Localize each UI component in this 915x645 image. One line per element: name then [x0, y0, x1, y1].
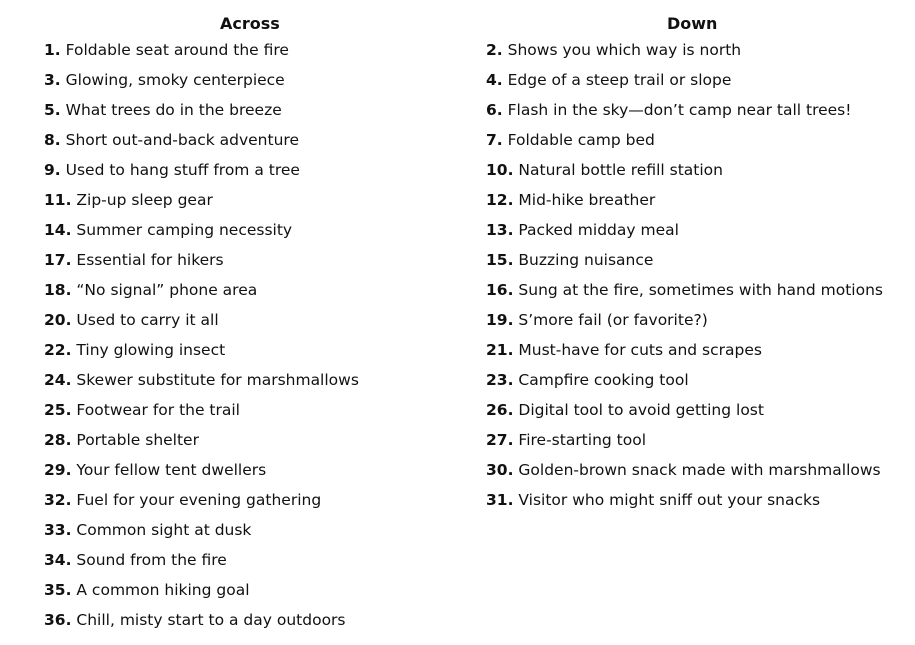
clue-number: 36. [44, 611, 72, 629]
across-clue [44, 576, 464, 606]
clue-number: 26. [486, 401, 514, 419]
across-clue [44, 456, 464, 486]
clue-text: Zip-up sleep gear [76, 191, 213, 209]
clue-number: 24. [44, 371, 72, 389]
clue-number: 29. [44, 461, 72, 479]
clue-text: Tiny glowing insect [76, 341, 226, 359]
down-clue [486, 276, 886, 306]
clue-text: Foldable seat around the fire [65, 41, 289, 59]
clue-text: Must-have for cuts and scrapes [518, 341, 762, 359]
clue-number: 8. [44, 131, 61, 149]
clue-number: 2. [486, 41, 503, 59]
clue-number: 25. [44, 401, 72, 419]
clue-text: Visitor who might sniff out your snacks [518, 491, 821, 509]
across-clue [44, 366, 464, 396]
clue-text: Sound from the fire [76, 551, 227, 569]
across-clue [44, 276, 464, 306]
clue-text: Skewer substitute for marshmallows [76, 371, 359, 389]
down-clue [486, 306, 886, 336]
clue-text: Footwear for the trail [76, 401, 240, 419]
clue-text: Common sight at dusk [76, 521, 252, 539]
clue-number: 35. [44, 581, 72, 599]
clue-number: 23. [486, 371, 514, 389]
down-clue [486, 66, 886, 96]
across-clue [44, 486, 464, 516]
down-clue [486, 216, 886, 246]
across-column [44, 14, 464, 636]
clue-text: A common hiking goal [76, 581, 250, 599]
clue-text: Buzzing nuisance [518, 251, 654, 269]
down-clue [486, 426, 886, 456]
across-clue [44, 186, 464, 216]
down-clue [486, 246, 886, 276]
clue-text: Edge of a steep trail or slope [507, 71, 732, 89]
clue-number: 10. [486, 161, 514, 179]
clue-number: 30. [486, 461, 514, 479]
clue-number: 17. [44, 251, 72, 269]
down-clue [486, 396, 886, 426]
clue-number: 4. [486, 71, 503, 89]
clue-number: 19. [486, 311, 514, 329]
down-clue [486, 486, 886, 516]
across-clue [44, 396, 464, 426]
clue-text: Fire-starting tool [518, 431, 647, 449]
across-clue-list [44, 36, 464, 636]
down-clue [486, 36, 886, 66]
across-clue [44, 156, 464, 186]
clue-number: 3. [44, 71, 61, 89]
clue-number: 22. [44, 341, 72, 359]
clue-number: 27. [486, 431, 514, 449]
down-heading: Down [667, 14, 718, 33]
clue-number: 16. [486, 281, 514, 299]
clue-number: 34. [44, 551, 72, 569]
down-clue-list [486, 36, 886, 516]
clue-text: Used to hang stuff from a tree [65, 161, 300, 179]
clue-text: Summer camping necessity [76, 221, 293, 239]
down-column [486, 14, 886, 516]
across-clue [44, 66, 464, 96]
clue-text: What trees do in the breeze [65, 101, 282, 119]
across-clue [44, 516, 464, 546]
clue-number: 32. [44, 491, 72, 509]
clue-text: “No signal” phone area [76, 281, 258, 299]
clue-text: Mid-hike breather [518, 191, 656, 209]
clue-text: Essential for hikers [76, 251, 224, 269]
clue-number: 28. [44, 431, 72, 449]
clue-text: Packed midday meal [518, 221, 679, 239]
down-clue [486, 156, 886, 186]
clue-number: 21. [486, 341, 514, 359]
clue-number: 14. [44, 221, 72, 239]
clue-text: Sung at the fire, sometimes with hand motions [518, 281, 883, 299]
clue-number: 9. [44, 161, 61, 179]
clue-number: 5. [44, 101, 61, 119]
across-clue [44, 246, 464, 276]
clue-text: Short out-and-back adventure [65, 131, 299, 149]
clue-text: S’more fail (or favorite?) [518, 311, 708, 329]
down-clue [486, 336, 886, 366]
clue-number: 1. [44, 41, 61, 59]
clue-text: Digital tool to avoid getting lost [518, 401, 764, 419]
clue-number: 31. [486, 491, 514, 509]
clue-text: Golden-brown snack made with marshmallows [518, 461, 881, 479]
clue-text: Glowing, smoky centerpiece [65, 71, 285, 89]
across-clue [44, 96, 464, 126]
clue-text: Fuel for your evening gathering [76, 491, 322, 509]
across-heading: Across [220, 14, 280, 33]
clue-number: 11. [44, 191, 72, 209]
across-clue [44, 306, 464, 336]
across-clue [44, 336, 464, 366]
across-clue [44, 546, 464, 576]
clue-number: 20. [44, 311, 72, 329]
clue-number: 7. [486, 131, 503, 149]
down-clue [486, 186, 886, 216]
clue-text: Foldable camp bed [507, 131, 655, 149]
clue-number: 15. [486, 251, 514, 269]
clue-text: Used to carry it all [76, 311, 219, 329]
clue-text: Campfire cooking tool [518, 371, 689, 389]
across-clue [44, 36, 464, 66]
down-clue [486, 366, 886, 396]
clue-number: 6. [486, 101, 503, 119]
down-clue [486, 96, 886, 126]
clue-text: Chill, misty start to a day outdoors [76, 611, 346, 629]
clue-number: 18. [44, 281, 72, 299]
down-clue [486, 456, 886, 486]
clue-text: Shows you which way is north [507, 41, 742, 59]
across-clue [44, 126, 464, 156]
clue-number: 33. [44, 521, 72, 539]
clue-number: 12. [486, 191, 514, 209]
clue-text: Flash in the sky—don’t camp near tall trees! [507, 101, 852, 119]
clue-text: Portable shelter [76, 431, 199, 449]
clue-text: Your fellow tent dwellers [76, 461, 267, 479]
across-clue [44, 426, 464, 456]
across-clue [44, 216, 464, 246]
clue-number: 13. [486, 221, 514, 239]
across-clue [44, 606, 464, 636]
clue-text: Natural bottle refill station [518, 161, 723, 179]
down-clue [486, 126, 886, 156]
